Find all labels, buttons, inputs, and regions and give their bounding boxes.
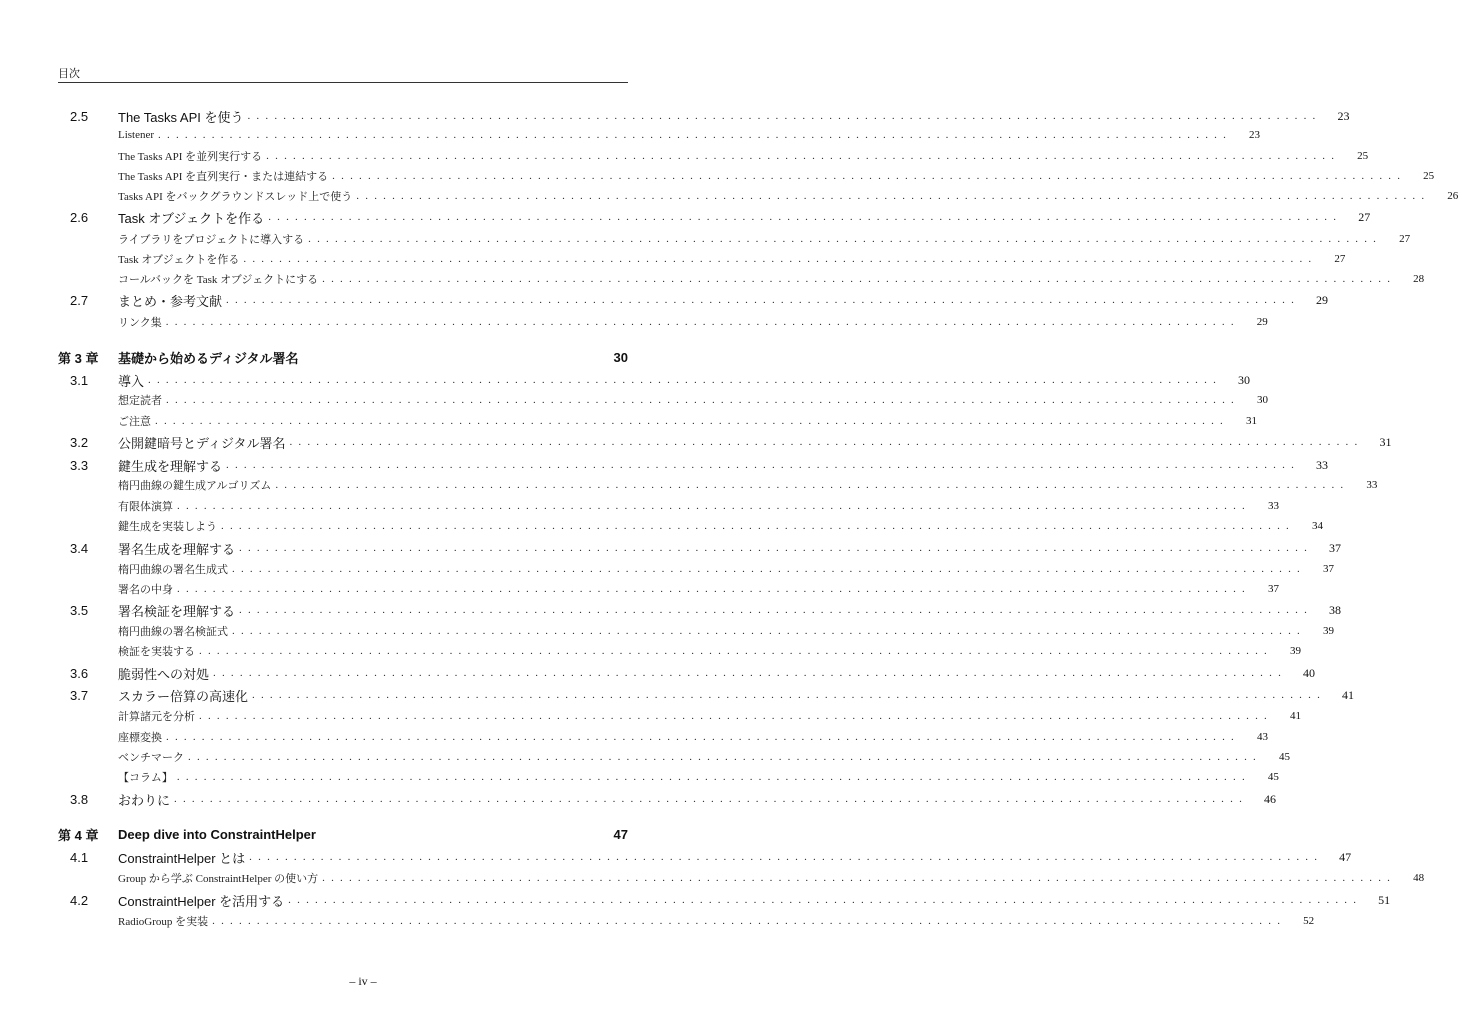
- toc-title: 楕円曲線の署名検証式: [118, 626, 228, 638]
- toc-title: コールバックを Task オブジェクトにする: [118, 274, 319, 286]
- dot-leader: ........................................................................................................................: [266, 150, 1341, 162]
- toc-page: 25: [1423, 170, 1435, 182]
- toc-number: 3.2: [70, 434, 89, 450]
- toc-page: 23: [1249, 129, 1261, 141]
- toc-section[interactable]: [58, 663, 1316, 683]
- dot-leader: ........................................................................................................................: [232, 625, 1306, 637]
- header-rule: [58, 82, 628, 83]
- toc-subsection[interactable]: [58, 641, 1301, 661]
- dot-leader: ........................................................................................................................: [322, 273, 1397, 285]
- dot-leader: ........................................................................................................................: [239, 542, 1314, 554]
- toc-number: 3.7: [70, 687, 89, 703]
- toc-title: 基礎から始めるディジタル署名: [118, 350, 299, 366]
- toc-subsection[interactable]: [58, 559, 1334, 579]
- toc-page: 51: [1378, 892, 1391, 907]
- toc-subsection[interactable]: [58, 579, 1279, 599]
- toc-title: The Tasks API を直列実行・または連結する: [118, 171, 329, 183]
- toc-title: 署名生成を理解する: [118, 541, 236, 557]
- toc-title: 鍵生成を理解する: [118, 458, 223, 474]
- toc-page: 23: [1337, 108, 1350, 123]
- toc-section[interactable]: [58, 600, 1342, 620]
- dot-leader: ........................................................................................................................: [247, 110, 1322, 122]
- toc-page: 45: [1267, 771, 1279, 783]
- toc-page: 46: [1264, 791, 1277, 806]
- dot-leader: ........................................................................................................................: [155, 415, 1229, 427]
- toc-title: The Tasks API を並列実行する: [118, 151, 263, 163]
- toc-page: 33: [1316, 457, 1329, 472]
- running-header: 目次: [58, 67, 80, 80]
- toc-section[interactable]: [58, 432, 1392, 452]
- toc-title: 署名の中身: [118, 584, 173, 596]
- toc-page: 41: [1342, 687, 1355, 702]
- dot-leader: ........................................................................................................................: [158, 129, 1233, 141]
- toc-subsection[interactable]: [58, 312, 1268, 332]
- dot-leader: ........................................................................................................................: [199, 710, 1273, 722]
- toc-number: 3.5: [70, 602, 89, 618]
- toc-title: 座標変換: [118, 732, 162, 744]
- toc-section[interactable]: [58, 207, 1371, 227]
- toc-subsection[interactable]: [58, 186, 1458, 206]
- dot-leader: ........................................................................................................................: [221, 520, 1295, 532]
- toc-title: 署名検証を理解する: [118, 603, 236, 619]
- dot-leader: ........................................................................................................................: [176, 771, 1251, 783]
- toc-title: 楕円曲線の署名生成式: [118, 564, 228, 576]
- toc-subsection[interactable]: [58, 390, 1268, 410]
- dot-leader: ........................................................................................................................: [165, 316, 1240, 328]
- toc-section[interactable]: [58, 847, 1352, 867]
- toc-title: 計算諸元を分析: [118, 711, 195, 723]
- dot-leader: ........................................................................................................................: [166, 731, 1240, 743]
- toc-title: 【コラム】: [118, 772, 173, 784]
- toc-title: 有限体演算: [118, 501, 173, 513]
- toc-page: 43: [1257, 731, 1268, 743]
- toc-subsection[interactable]: [58, 747, 1290, 767]
- toc-subsection[interactable]: [58, 411, 1257, 431]
- toc-number: 3.3: [70, 457, 89, 473]
- toc-subsection[interactable]: [58, 475, 1378, 495]
- toc-title: 脆弱性への対処: [118, 666, 210, 682]
- dot-leader: ........................................................................................................................: [308, 233, 1383, 245]
- dot-leader: ........................................................................................................................: [212, 915, 1287, 927]
- toc-subsection[interactable]: [58, 868, 1425, 888]
- toc-section[interactable]: [58, 789, 1277, 809]
- toc-title: おわりに: [118, 792, 171, 808]
- toc-subsection[interactable]: [58, 229, 1411, 249]
- toc-subsection[interactable]: [58, 621, 1334, 641]
- toc-page: 27: [1399, 233, 1411, 245]
- toc-page: 47: [1339, 849, 1352, 864]
- toc-subsection[interactable]: [58, 166, 1435, 186]
- dot-leader: ........................................................................................................................: [268, 211, 1343, 223]
- dot-leader: ........................................................................................................................: [288, 894, 1363, 906]
- toc-title: 検証を実装する: [118, 646, 195, 658]
- toc-number: 4.2: [70, 892, 89, 908]
- dot-leader: ........................................................................................................................: [356, 190, 1431, 202]
- dot-leader: ........................................................................................................................: [249, 851, 1324, 863]
- dot-leader: ........................................................................................................................: [226, 294, 1301, 306]
- dot-leader: ........................................................................................................................: [148, 374, 1223, 386]
- dot-leader: ........................................................................................................................: [243, 253, 1318, 265]
- toc-page: 27: [1358, 209, 1371, 224]
- page-number: – iv –: [349, 974, 377, 988]
- toc-subsection[interactable]: [58, 516, 1323, 536]
- toc-section[interactable]: [58, 290, 1329, 310]
- toc-title: Listener: [118, 129, 155, 141]
- toc-title: Task オブジェクトを作る: [118, 210, 265, 226]
- toc-chapter[interactable]: [58, 347, 628, 367]
- toc-number: 第 3 章: [58, 350, 99, 366]
- toc-chapter[interactable]: [58, 824, 628, 844]
- toc-subsection[interactable]: [58, 911, 1315, 931]
- toc-number: 3.1: [70, 372, 89, 388]
- toc-page: 38: [1329, 602, 1342, 617]
- toc-title: Tasks API をバックグラウンドスレッド上で使う: [118, 191, 353, 203]
- toc-subsection[interactable]: [58, 496, 1279, 516]
- toc-subsection[interactable]: [58, 727, 1268, 747]
- toc-number: 2.6: [70, 209, 89, 225]
- dot-leader: ........................................................................................................................: [188, 751, 1262, 763]
- toc-page: 41: [1290, 710, 1301, 722]
- toc-title: 鍵生成を実装しよう: [118, 521, 217, 533]
- toc-subsection[interactable]: [58, 269, 1425, 289]
- toc-section[interactable]: [58, 106, 1350, 126]
- toc-title: 導入: [118, 373, 145, 389]
- toc-page: 37: [1329, 540, 1342, 555]
- toc-number: 2.7: [70, 292, 89, 308]
- toc-number: 第 4 章: [58, 827, 99, 843]
- toc-section[interactable]: [58, 538, 1342, 558]
- toc-page: 40: [1303, 665, 1316, 680]
- toc-title: RadioGroup を実装: [118, 916, 209, 928]
- toc-page: 39: [1290, 645, 1301, 657]
- toc-title: Task オブジェクトを作る: [118, 254, 240, 266]
- toc-title: ライブラリをプロジェクトに導入する: [118, 234, 305, 246]
- toc-page: 45: [1279, 751, 1290, 763]
- dot-leader: ........................................................................................................................: [177, 583, 1251, 595]
- dot-leader: ........................................................................................................................: [226, 459, 1301, 471]
- toc-page: 33: [1268, 500, 1279, 512]
- toc-page: 48: [1413, 872, 1425, 884]
- toc-section[interactable]: [58, 685, 1355, 705]
- toc-title: 想定読者: [118, 395, 162, 407]
- dot-leader: ........................................................................................................................: [166, 394, 1240, 406]
- toc-section[interactable]: [58, 370, 1251, 390]
- dot-leader: ........................................................................................................................: [289, 436, 1364, 448]
- dot-leader: ........................................................................................................................: [332, 170, 1407, 182]
- toc-page: 30: [1238, 372, 1251, 387]
- toc-page: 29: [1316, 292, 1329, 307]
- toc-number: 4.1: [70, 849, 89, 865]
- toc-title: 楕円曲線の鍵生成アルゴリズム: [118, 480, 272, 492]
- toc-page: 39: [1323, 625, 1334, 637]
- toc-section[interactable]: [58, 890, 1391, 910]
- toc-page: 28: [1413, 273, 1425, 285]
- dot-leader: ........................................................................................................................: [252, 689, 1327, 701]
- toc-page: 33: [1366, 479, 1378, 491]
- toc-subsection[interactable]: [58, 249, 1346, 269]
- toc-page: 29: [1256, 316, 1268, 328]
- toc-page: 34: [1312, 520, 1323, 532]
- dot-leader: ........................................................................................................................: [199, 645, 1273, 657]
- dot-leader: ........................................................................................................................: [275, 479, 1350, 491]
- toc-page: 37: [1323, 563, 1334, 575]
- toc-title: 公開鍵暗号とディジタル署名: [118, 435, 286, 451]
- toc-page: 30: [613, 349, 628, 365]
- toc-page: 52: [1303, 915, 1315, 927]
- toc-page: 31: [1379, 434, 1392, 449]
- toc-page: 27: [1334, 253, 1346, 265]
- toc-title: スカラー倍算の高速化: [118, 688, 249, 704]
- toc-subsection[interactable]: [58, 706, 1301, 726]
- toc-number: 3.8: [70, 791, 89, 807]
- toc-title: ConstraintHelper を活用する: [118, 893, 285, 909]
- dot-leader: ........................................................................................................................: [174, 793, 1249, 805]
- dot-leader: ........................................................................................................................: [213, 667, 1288, 679]
- dot-leader: ........................................................................................................................: [322, 872, 1397, 884]
- toc-title: Deep dive into ConstraintHelper: [118, 826, 316, 842]
- toc-title: Group から学ぶ ConstraintHelper の使い方: [118, 873, 319, 885]
- toc-number: 2.5: [70, 108, 89, 124]
- toc-title: リンク集: [118, 317, 162, 329]
- toc-page: 26: [1447, 190, 1458, 202]
- toc-number: 3.6: [70, 665, 89, 681]
- toc-page: 47: [613, 826, 628, 842]
- toc-page: 30: [1257, 394, 1268, 406]
- toc-title: ご注意: [118, 416, 151, 428]
- toc-page: 37: [1268, 583, 1279, 595]
- dot-leader: ........................................................................................................................: [177, 500, 1251, 512]
- toc-page: 25: [1357, 150, 1369, 162]
- toc-subsection[interactable]: [58, 767, 1279, 787]
- dot-leader: ........................................................................................................................: [232, 563, 1306, 575]
- dot-leader: ........................................................................................................................: [239, 604, 1314, 616]
- toc-subsection[interactable]: [58, 146, 1369, 166]
- toc-section[interactable]: [58, 455, 1329, 475]
- toc-page: 31: [1246, 415, 1257, 427]
- toc-title: ConstraintHelper とは: [118, 850, 246, 866]
- toc-title: The Tasks API を使う: [118, 109, 244, 125]
- toc-title: まとめ・参考文献: [118, 293, 223, 309]
- toc-title: ベンチマーク: [118, 752, 184, 764]
- toc-subsection[interactable]: [58, 125, 1261, 145]
- toc-number: 3.4: [70, 540, 89, 556]
